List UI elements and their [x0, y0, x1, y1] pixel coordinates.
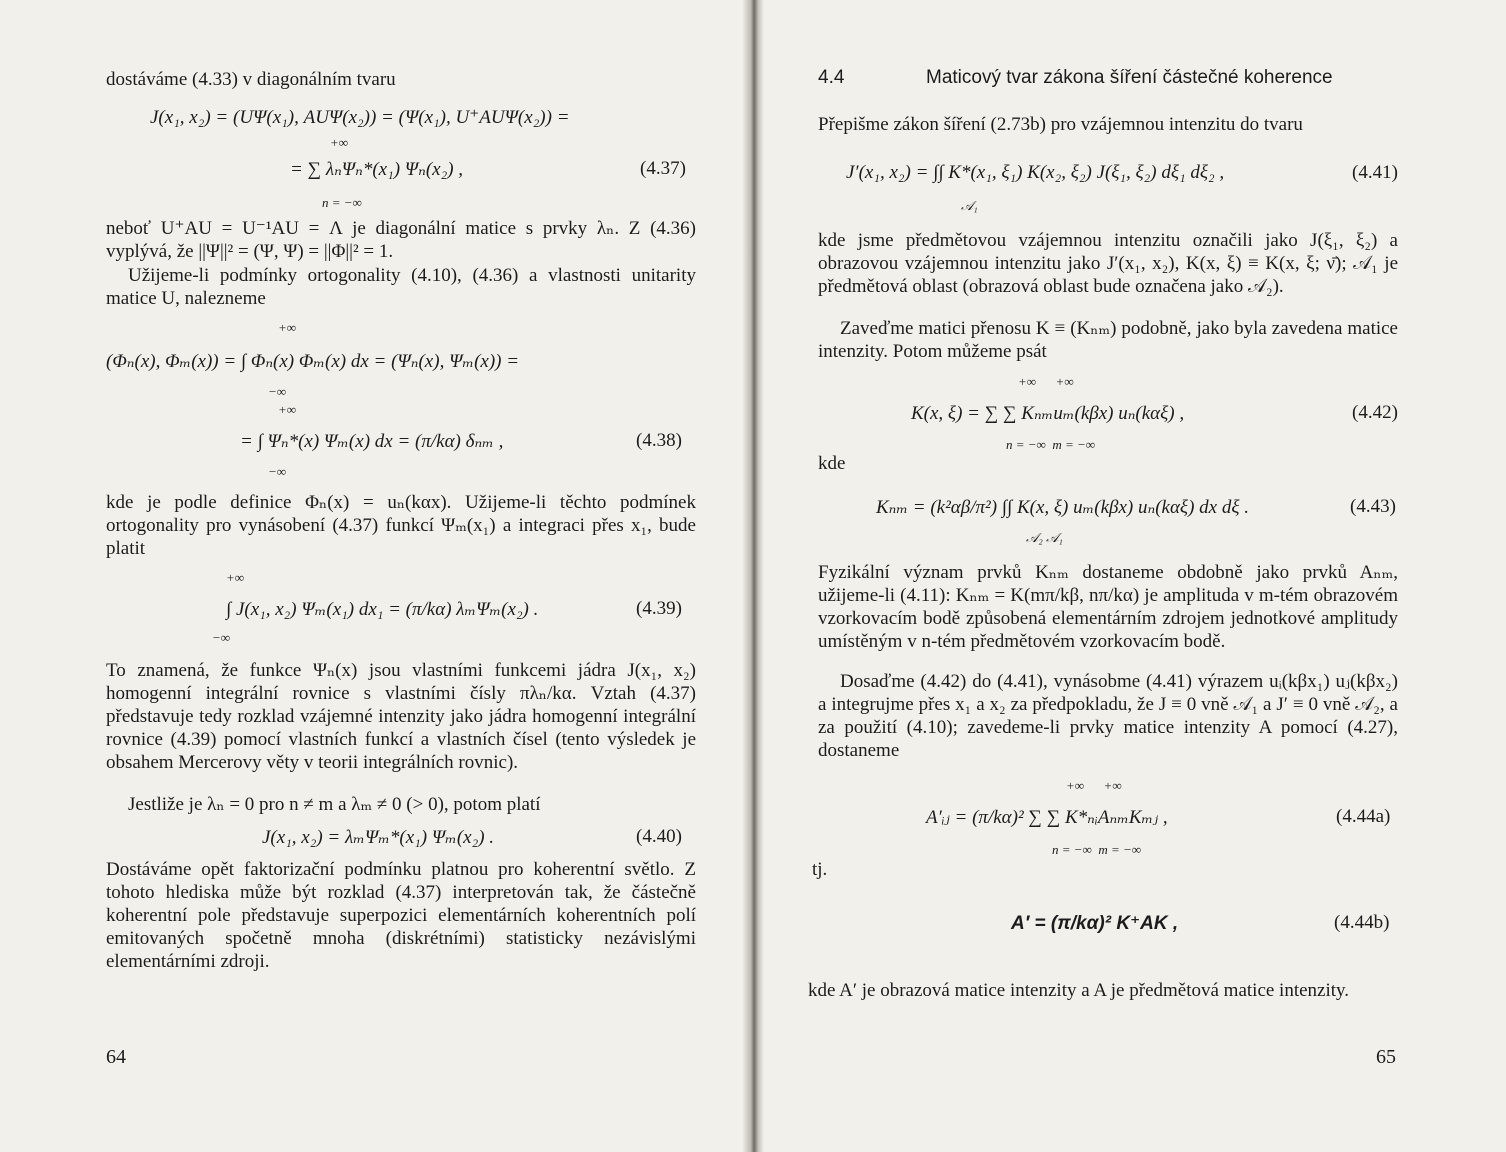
right-para-1: Přepišme zákon šíření (2.73b) pro vzájemnou intenzitu do tvaru — [818, 114, 1303, 135]
eq-4-41-label: (4.41) — [1352, 162, 1398, 183]
eq-4-37-line2: = ∑ λₙΨₙ*(x₁) Ψₙ(x₂) , — [290, 159, 464, 180]
eq-4-37-line1: J(x₁, x₂) = (UΨ(x₁), AUΨ(x₂)) = (Ψ(x₁), U⁺AUΨ(x₂)) = — [150, 107, 570, 128]
eq-4-41: J′(x₁, x₂) = ∫∫ K*(x₁, ξ₁) K(x₂, ξ₂) J(ξ₁, ξ₂) dξ₁ dξ₂ , — [846, 162, 1225, 183]
left-para-1: neboť U⁺AU = U⁻¹AU = Λ je diagonální matice s prvky λₙ. Z (4.36) vyplývá, že ||Ψ||² = (Ψ, Ψ) = ||Φ||² = 1. — [106, 218, 696, 262]
eq-4-42-label: (4.42) — [1352, 402, 1398, 423]
eq-4-39-sub: −∞ — [212, 630, 231, 645]
eq-4-42-sub: n = −∞ m = −∞ — [1006, 437, 1096, 452]
eq-4-37-sub: n = −∞ — [322, 195, 362, 210]
right-para-3: Zaveďme matici přenosu K ≡ (Kₙₘ) podobně, jako byla zavedena matice intenzity. Potom můžeme psát — [818, 318, 1398, 362]
eq-4-40-label: (4.40) — [636, 826, 682, 847]
section-title: Maticový tvar zákona šíření částečné koherence — [926, 67, 1333, 88]
page-number-left: 64 — [106, 1046, 126, 1068]
eq-4-39: ∫ J(x₁, x₂) Ψₘ(x₁) dx₁ = (π/kα) λₘΨₘ(x₂) . — [226, 599, 539, 620]
right-para-4: Fyzikální význam prvků Kₙₘ dostaneme obdobně jako prvků Aₙₘ, užijeme-li (4.11): Kₙₘ = K(mπ/kβ, nπ/kα) je amplituda v m-tém obrazovém vzorkovacím bodě způsobená elementárním zdrojem jednotkové amplitudy umístěným v n-tém předmětovém vzorkovacím bodě. — [818, 562, 1398, 652]
eq-4-42: K(x, ξ) = ∑ ∑ Kₙₘuₘ(kβx) uₙ(kαξ) , — [911, 403, 1185, 424]
eq-4-43: Kₙₘ = (k²αβ/π²) ∫∫ K(x, ξ) uₘ(kβx) uₙ(kαξ) dx dξ . — [876, 497, 1249, 518]
left-para-5: Jestliže je λₙ = 0 pro n ≠ m a λₘ ≠ 0 (> 0), potom platí — [128, 794, 541, 815]
left-para-2: Užijeme-li podmínky ortogonality (4.10), (4.36) a vlastnosti unitarity matice U, nalezneme — [106, 265, 696, 309]
eq-4-43-sub: 𝒜₂ 𝒜₁ — [1026, 530, 1063, 545]
right-para-2: kde jsme předmětovou vzájemnou intenzitu označili jako J(ξ₁, ξ₂) a obrazovou vzájemnou intenzitu jako J′(x₁, x₂), K(x, ξ) ≡ K(x, ξ; ν̄); 𝒜₁ je předmětová oblast (obrazová oblast bude označena jako 𝒜₂). — [818, 230, 1398, 297]
right-page — [756, 0, 1506, 1152]
page-number-right: 65 — [1376, 1046, 1396, 1068]
eq-4-38-line2: = ∫ Ψₙ*(x) Ψₘ(x) dx = (π/kα) δₙₘ , — [240, 431, 504, 452]
eq-4-41-sub: 𝒜₁ — [961, 198, 978, 213]
eq-4-39-label: (4.39) — [636, 598, 682, 619]
eq-4-38-sup1: +∞ — [278, 320, 297, 335]
eq-4-39-sup: +∞ — [226, 570, 245, 585]
eq-4-37-label: (4.37) — [640, 158, 686, 179]
eq-4-38-label: (4.38) — [636, 430, 682, 451]
book-gutter — [742, 0, 764, 1152]
eq-4-37-sup: +∞ — [330, 135, 349, 150]
eq-4-38-sub2: −∞ — [268, 464, 287, 479]
tj-label: tj. — [812, 859, 828, 880]
left-para-4: To znamená, že funkce Ψₙ(x) jsou vlastními funkcemi jádra J(x₁, x₂) homogenní integrální rovnice s vlastními čísly πλₙ/kα. Vztah (4.37) představuje tedy rozklad vzájemné intenzity jako jádra homogenní integrální rovnice (4.39) pomocí vlastních funkcí a vlastních čísel (tento výsledek je obsahem Mercerovy věty v teorii integrálních rovnic). — [106, 660, 696, 773]
eq-4-44a-label: (4.44a) — [1336, 806, 1391, 827]
eq-4-44a: A′ᵢⱼ = (π/kα)² ∑ ∑ K*ₙᵢAₙₘKₘⱼ , — [926, 807, 1168, 828]
right-para-6: kde A′ je obrazová matice intenzity a A je předmětová matice intenzity. — [808, 980, 1350, 1001]
left-para-3: kde je podle definice Φₙ(x) = uₙ(kαx). Užijeme-li těchto podmínek ortogonality pro vynásobení (4.37) funkcí Ψₘ(x₁) a integraci přes x₁, bude platit — [106, 492, 696, 559]
eq-4-44a-sub: n = −∞ m = −∞ — [1052, 842, 1142, 857]
eq-4-38-sup2: +∞ — [278, 402, 297, 417]
eq-4-43-label: (4.43) — [1350, 496, 1396, 517]
eq-4-44a-sup: +∞ +∞ — [1066, 778, 1122, 793]
left-para-6: Dostáváme opět faktorizační podmínku platnou pro koherentní světlo. Z tohoto hlediska může být rozklad (4.37) interpretován tak, že částečně koherentní pole představuje superpozici elementárních koherentních polí emitovaných spočetně mnoha (diskrétními) statisticky nezávislými elementárními zdroji. — [106, 859, 696, 972]
right-para-5: Dosaďme (4.42) do (4.41), vynásobme (4.41) výrazem uᵢ(kβx₁) uⱼ(kβx₂) a integrujme přes x₁ a x₂ za předpokladu, že J ≡ 0 vně 𝒜₁ a J′ ≡ 0 vně 𝒜₂, a za použití (4.10); zavedeme-li prvky matice intenzity A pomocí (4.27), dostaneme — [818, 671, 1398, 761]
eq-4-38-line1: (Φₙ(x), Φₘ(x)) = ∫ Φₙ(x) Φₘ(x) dx = (Ψₙ(x), Ψₘ(x)) = — [106, 351, 520, 372]
left-intro: dostáváme (4.33) v diagonálním tvaru — [106, 69, 396, 90]
eq-4-42-sup: +∞ +∞ — [1018, 374, 1074, 389]
eq-4-40: J(x₁, x₂) = λₘΨₘ*(x₁) Ψₘ(x₂) . — [262, 827, 495, 848]
eq-4-44b: A′ = (π/kα)² K⁺AK , — [1011, 913, 1179, 934]
kde-label: kde — [818, 453, 846, 474]
eq-4-44b-label: (4.44b) — [1334, 912, 1390, 933]
left-page — [0, 0, 750, 1152]
section-number: 4.4 — [818, 67, 845, 88]
eq-4-38-sub1: −∞ — [268, 384, 287, 399]
